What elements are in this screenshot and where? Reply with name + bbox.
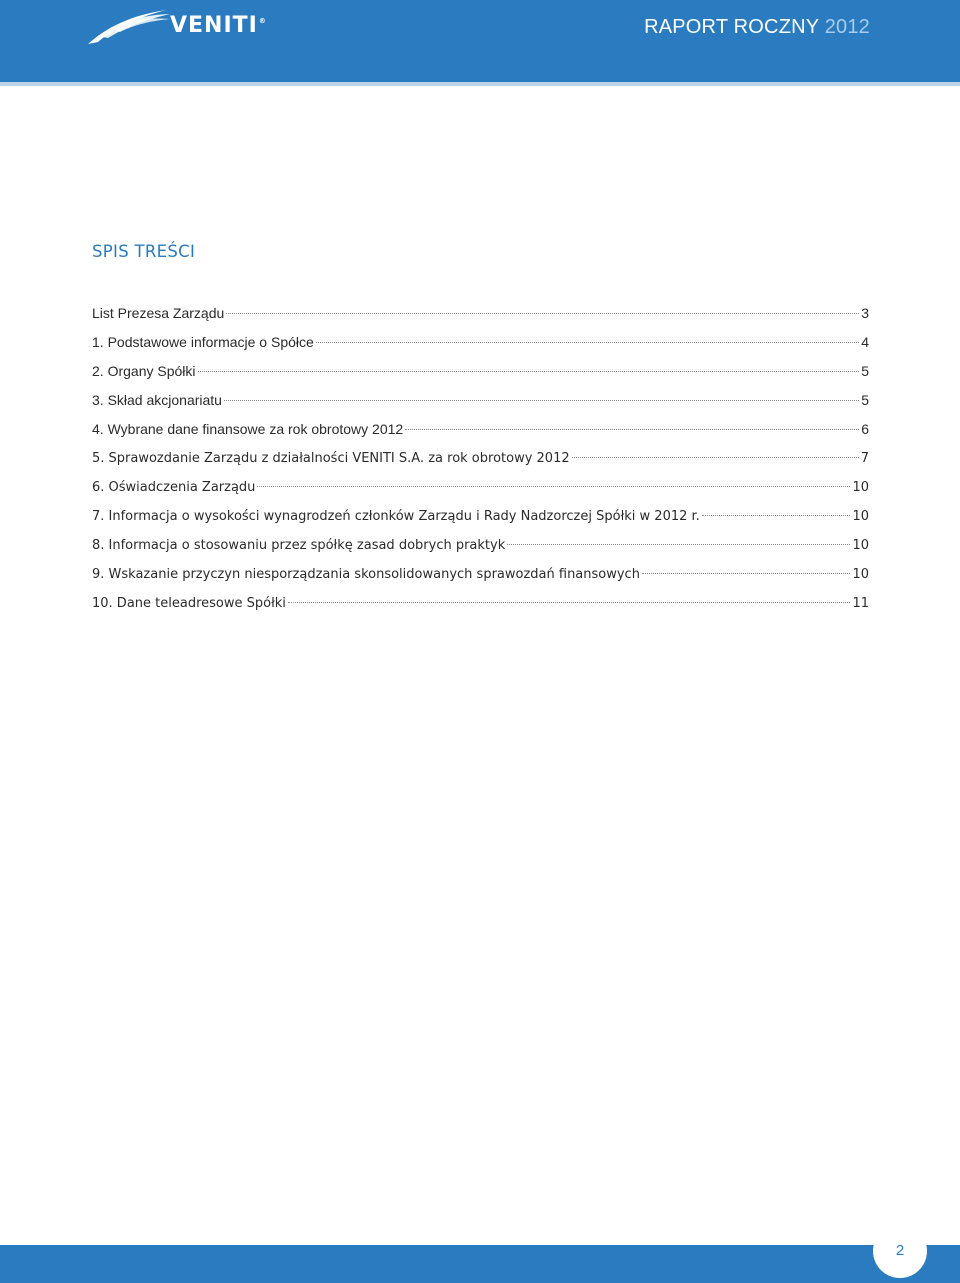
toc-entry[interactable] xyxy=(92,357,869,386)
report-year: 2012 xyxy=(824,16,870,38)
veniti-logo xyxy=(86,6,267,46)
toc-entry-page: 5 xyxy=(861,392,869,408)
toc-entry-label: 10. Dane teleadresowe Spółki xyxy=(92,596,286,611)
toc-entry-label: 6. Oświadczenia Zarządu xyxy=(92,480,256,495)
toc-entry[interactable] xyxy=(92,299,869,328)
toc-entry-label: 7. Informacja o wysokości wynagrodzeń członków Zarządu i Rady Nadzorczej Spółki w 2012 r. xyxy=(92,509,700,524)
toc-entry-page: 10 xyxy=(852,509,869,524)
toc-entry[interactable] xyxy=(92,531,869,560)
toc-entry[interactable] xyxy=(92,589,869,618)
dot-leader xyxy=(507,543,850,545)
dot-leader xyxy=(702,514,851,516)
dot-leader xyxy=(572,456,859,458)
logo-wordmark: VENITI® xyxy=(170,12,267,38)
header-divider xyxy=(0,82,960,86)
veniti-wing-logo-icon xyxy=(86,6,172,46)
toc-entry-label: List Prezesa Zarządu xyxy=(92,305,225,321)
toc-entry[interactable] xyxy=(92,473,869,502)
page-number: 2 xyxy=(873,1224,927,1278)
toc-entry-page: 4 xyxy=(861,334,869,350)
toc-entry-page: 10 xyxy=(852,480,869,495)
toc-entry-label: 9. Wskazanie przyczyn niesporządzania skonsolidowanych sprawozdań finansowych xyxy=(92,567,640,582)
header-bar xyxy=(0,0,960,82)
toc-entry-label: 4. Wybrane dane finansowe za rok obrotowy 2012 xyxy=(92,421,404,437)
toc-entry-label: 8. Informacja o stosowaniu przez spółkę zasad dobrych praktyk xyxy=(92,538,506,553)
dot-leader xyxy=(642,572,851,574)
toc-heading: SPIS TREŚCI xyxy=(92,242,196,261)
toc-entry-page: 6 xyxy=(861,421,869,437)
dot-leader xyxy=(288,601,851,603)
toc-entry[interactable] xyxy=(92,328,869,357)
dot-leader xyxy=(224,399,859,401)
report-label: RAPORT ROCZNY xyxy=(644,16,819,38)
toc-entry-label: 3. Skład akcjonariatu xyxy=(92,392,222,408)
toc-entry-page: 10 xyxy=(852,538,869,553)
toc-entry-label: 1. Podstawowe informacje o Spółce xyxy=(92,334,314,350)
toc-entry[interactable] xyxy=(92,444,869,473)
dot-leader xyxy=(316,341,859,343)
toc-entry-label: 5. Sprawozdanie Zarządu z działalności VENITI S.A. za rok obrotowy 2012 xyxy=(92,451,570,466)
toc-entry-page: 10 xyxy=(852,567,869,582)
toc-entry-label: 2. Organy Spółki xyxy=(92,363,196,379)
toc-entry[interactable] xyxy=(92,415,869,444)
toc-entry[interactable] xyxy=(92,502,869,531)
table-of-contents xyxy=(92,299,869,618)
toc-entry-page: 7 xyxy=(860,451,869,466)
toc-entry-page: 3 xyxy=(861,305,869,321)
dot-leader xyxy=(198,370,860,372)
report-title xyxy=(644,16,870,39)
footer-bar xyxy=(0,1245,960,1283)
dot-leader xyxy=(405,428,859,430)
toc-entry[interactable] xyxy=(92,386,869,415)
toc-entry-page: 5 xyxy=(861,363,869,379)
toc-entry-page: 11 xyxy=(852,596,869,611)
toc-entry[interactable] xyxy=(92,560,869,589)
dot-leader xyxy=(257,485,850,487)
dot-leader xyxy=(226,312,859,314)
